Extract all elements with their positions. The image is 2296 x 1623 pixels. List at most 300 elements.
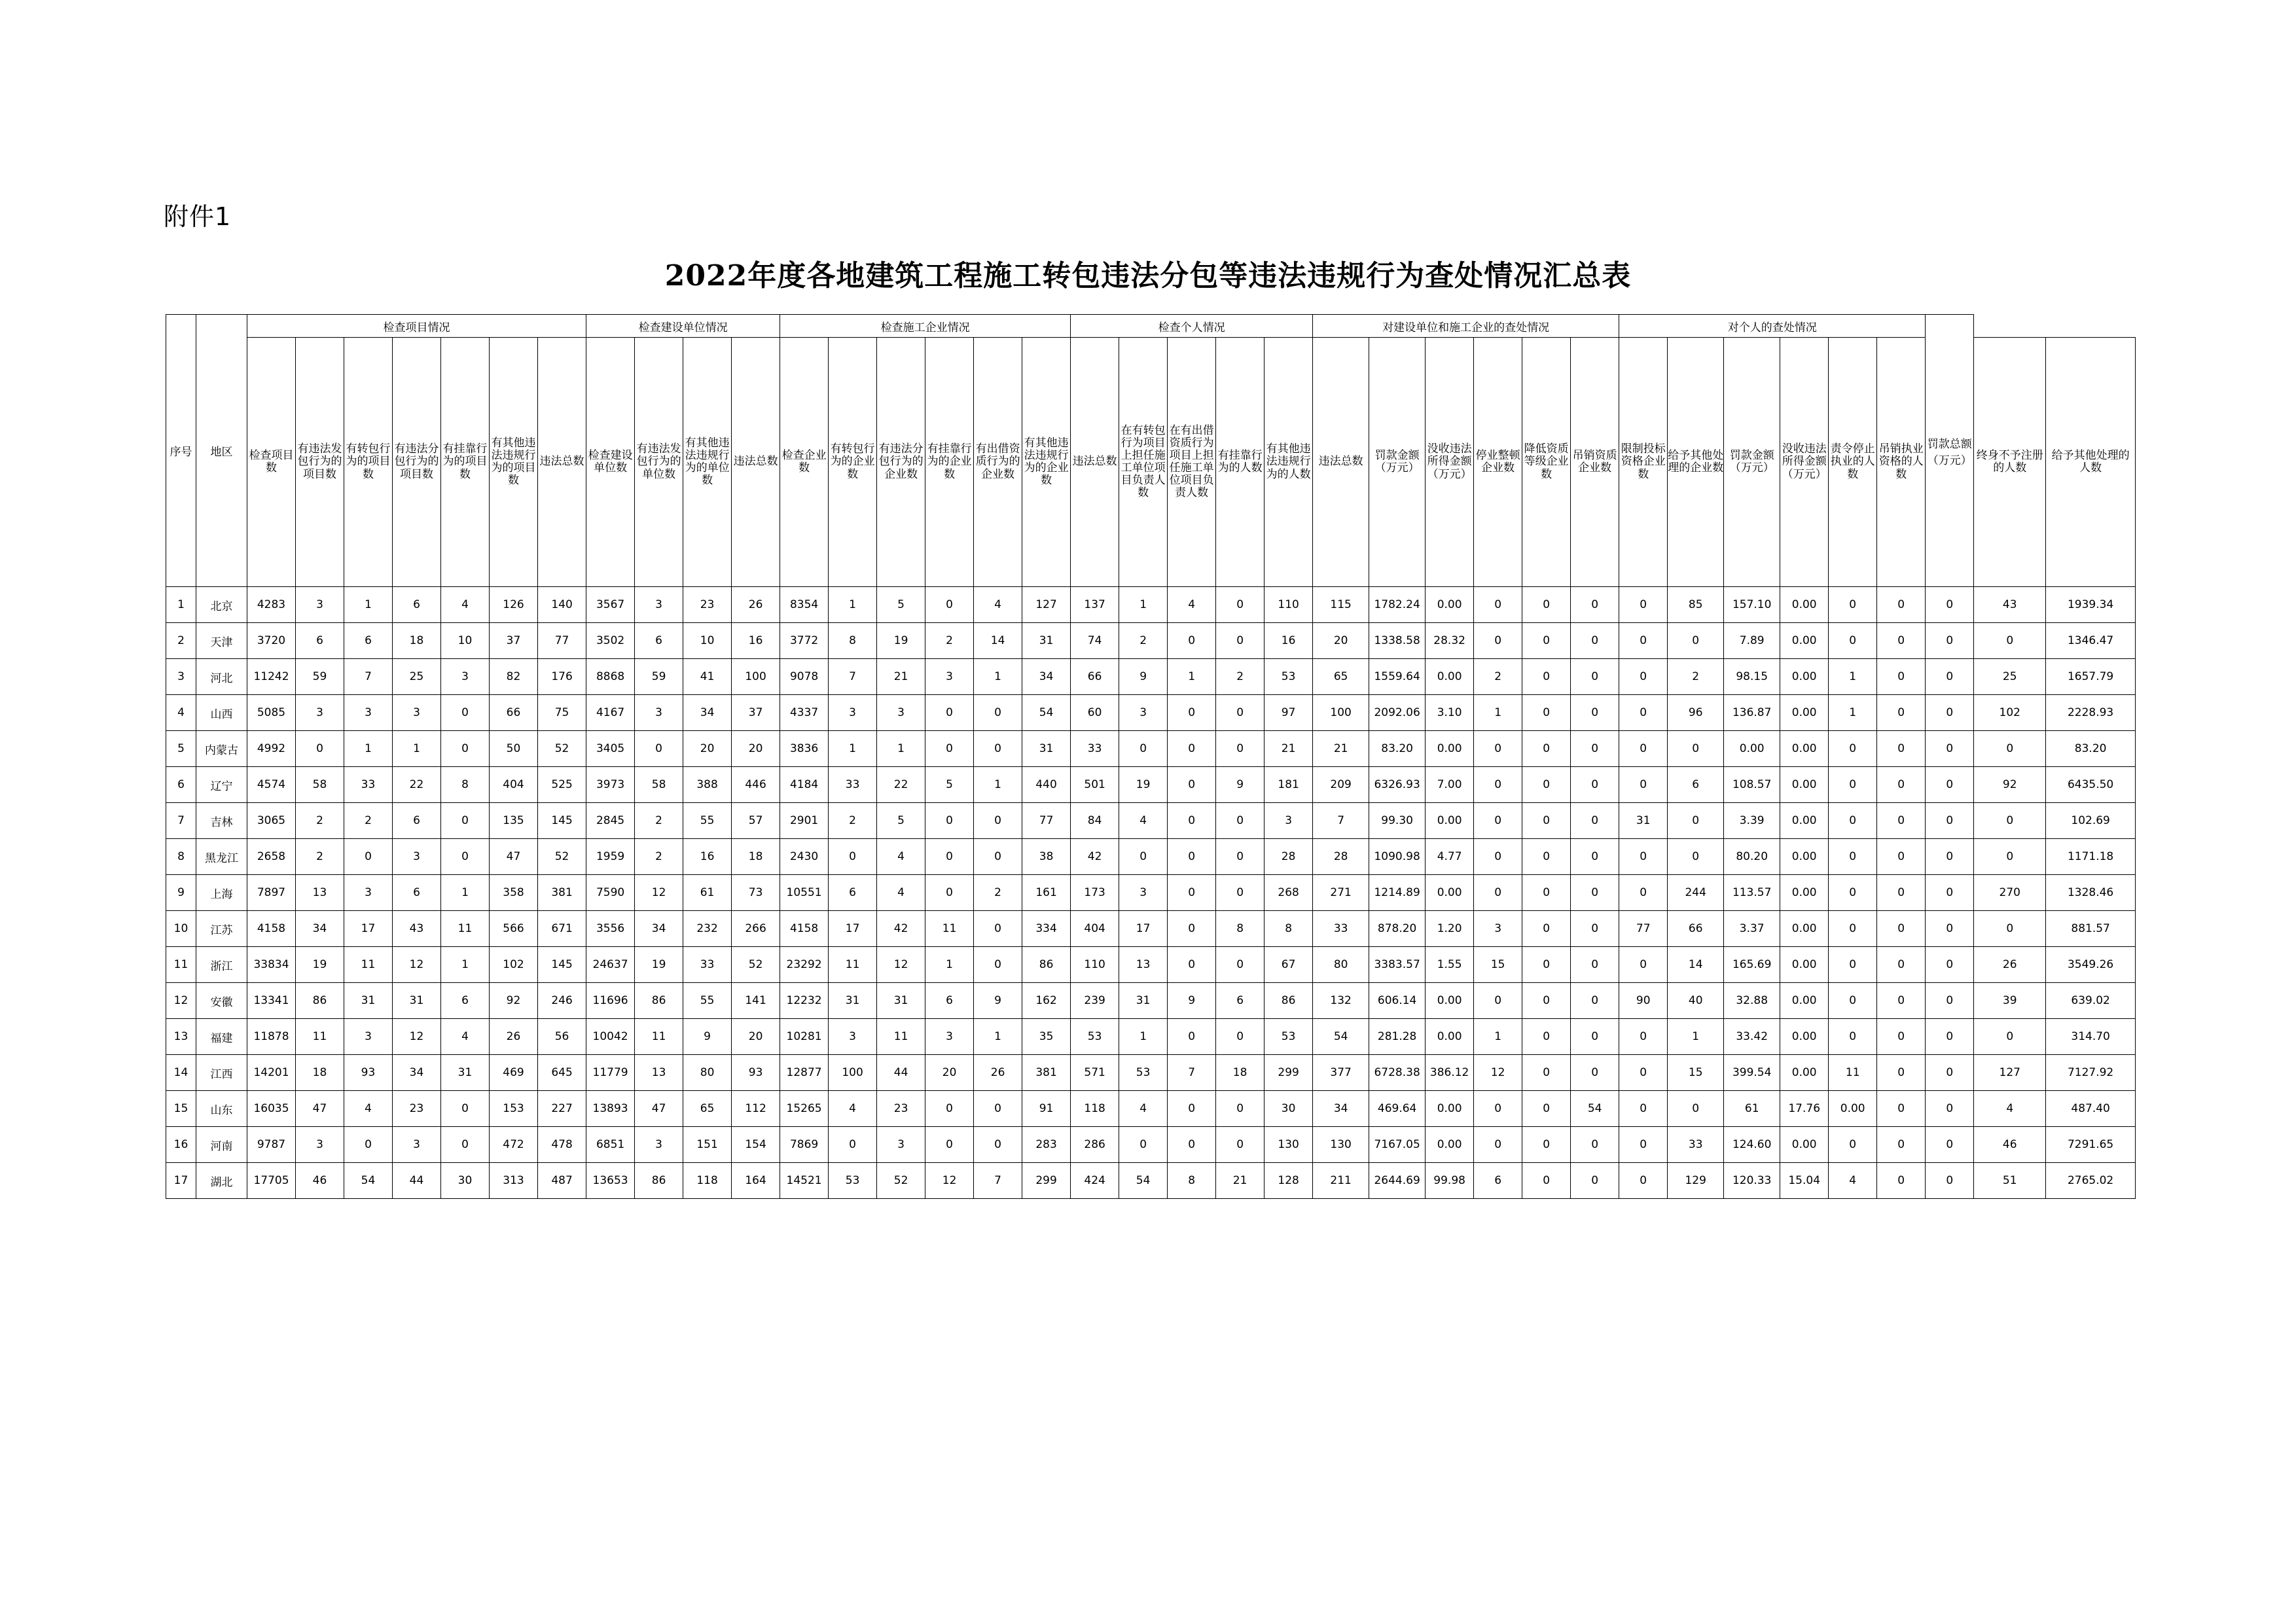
row-cell: 0 <box>925 803 974 839</box>
row-cell: 0 <box>1522 695 1571 731</box>
row-serial: 4 <box>166 695 196 731</box>
row-cell: 4 <box>1168 587 1216 623</box>
row-cell: 239 <box>1071 983 1119 1019</box>
row-cell: 0 <box>1168 695 1216 731</box>
row-cell: 22 <box>393 767 441 803</box>
row-cell: 0.00 <box>1426 731 1474 767</box>
row-cell: 4167 <box>586 695 635 731</box>
row-cell: 281.28 <box>1369 1019 1426 1055</box>
col-head-33 <box>1877 338 1926 587</box>
row-cell: 478 <box>538 1127 586 1163</box>
row-cell: 2 <box>1119 623 1168 659</box>
row-cell: 0 <box>1829 623 1877 659</box>
col-head-text-30: 罚款金额（万元） <box>1729 448 1774 474</box>
row-cell: 0 <box>441 1127 490 1163</box>
row-cell: 82 <box>490 659 538 695</box>
row-cell: 0 <box>1522 731 1571 767</box>
row-cell: 0 <box>1877 911 1926 947</box>
col-head-text-12: 有转包行为的企业数 <box>830 442 875 481</box>
col-head-7 <box>586 338 635 587</box>
row-cell: 53 <box>829 1163 877 1199</box>
row-region: 上海 <box>196 875 247 911</box>
row-cell: 33 <box>1071 731 1119 767</box>
row-cell: 75 <box>538 695 586 731</box>
row-cell: 606.14 <box>1369 983 1426 1019</box>
row-cell: 83.20 <box>1369 731 1426 767</box>
row-cell: 0 <box>1522 875 1571 911</box>
row-cell: 12232 <box>780 983 829 1019</box>
row-region: 辽宁 <box>196 767 247 803</box>
row-cell: 246 <box>538 983 586 1019</box>
row-cell: 4184 <box>780 767 829 803</box>
row-cell: 17 <box>829 911 877 947</box>
row-cell: 4158 <box>780 911 829 947</box>
row-cell: 154 <box>732 1127 780 1163</box>
row-cell: 0.00 <box>1780 839 1829 875</box>
col-head-30 <box>1724 338 1780 587</box>
col-head-text-5: 有其他违法违规行为的项目数 <box>491 436 536 488</box>
row-cell: 639.02 <box>2046 983 2136 1019</box>
col-head-29 <box>1668 338 1724 587</box>
row-cell: 0 <box>1619 1163 1668 1199</box>
row-cell: 132 <box>1313 983 1369 1019</box>
col-head-text-0: 检查项目数 <box>249 448 294 474</box>
row-cell: 59 <box>296 659 344 695</box>
col-head-25 <box>1474 338 1522 587</box>
row-cell: 404 <box>1071 911 1119 947</box>
row-cell: 3 <box>877 695 925 731</box>
row-serial: 13 <box>166 1019 196 1055</box>
col-head-10 <box>732 338 780 587</box>
row-cell: 91 <box>1022 1091 1071 1127</box>
row-cell: 1 <box>344 587 393 623</box>
col-head-text-22: 违法总数 <box>1318 455 1363 469</box>
row-cell: 0 <box>1877 1019 1926 1055</box>
row-cell: 0 <box>1619 947 1668 983</box>
row-cell: 381 <box>538 875 586 911</box>
table-row <box>166 659 2136 695</box>
row-cell: 33 <box>683 947 732 983</box>
row-cell: 67 <box>1265 947 1313 983</box>
group-head-penalty-individuals: 对个人的查处情况 <box>1619 315 1926 338</box>
row-cell: 11 <box>635 1019 683 1055</box>
row-cell: 0 <box>1926 911 1974 947</box>
row-cell: 2658 <box>247 839 296 875</box>
row-cell: 0 <box>1974 803 2046 839</box>
row-cell: 11878 <box>247 1019 296 1055</box>
row-cell: 11 <box>441 911 490 947</box>
row-cell: 0 <box>1216 803 1265 839</box>
row-cell: 86 <box>1265 983 1313 1019</box>
col-head-text-17: 违法总数 <box>1072 455 1117 469</box>
row-cell: 58 <box>296 767 344 803</box>
row-cell: 15 <box>1668 1055 1724 1091</box>
row-cell: 0 <box>1168 767 1216 803</box>
table-row <box>166 1163 2136 1199</box>
row-cell: 34 <box>683 695 732 731</box>
row-cell: 9787 <box>247 1127 296 1163</box>
row-cell: 440 <box>1022 767 1071 803</box>
row-cell: 7127.92 <box>2046 1055 2136 1091</box>
row-cell: 0.00 <box>1426 803 1474 839</box>
row-cell: 6 <box>393 587 441 623</box>
row-cell: 0 <box>1522 1127 1571 1163</box>
col-head-13 <box>877 338 925 587</box>
col-head-text-31: 没收违法所得金额（万元） <box>1782 442 1827 481</box>
row-cell: 381 <box>1022 1055 1071 1091</box>
row-cell: 0 <box>441 731 490 767</box>
row-cell: 0 <box>1216 695 1265 731</box>
row-cell: 39 <box>1974 983 2046 1019</box>
row-cell: 5085 <box>247 695 296 731</box>
row-region: 北京 <box>196 587 247 623</box>
row-cell: 4574 <box>247 767 296 803</box>
row-cell: 97 <box>1265 695 1313 731</box>
row-cell: 77 <box>538 623 586 659</box>
row-cell: 0 <box>1877 839 1926 875</box>
row-cell: 0 <box>1216 1127 1265 1163</box>
row-cell: 12 <box>925 1163 974 1199</box>
row-cell: 100 <box>732 659 780 695</box>
col-head-text-20: 有挂靠行为的人数 <box>1217 448 1263 474</box>
row-cell: 271 <box>1313 875 1369 911</box>
row-cell: 54 <box>344 1163 393 1199</box>
row-cell: 0 <box>1216 1091 1265 1127</box>
row-cell: 8 <box>829 623 877 659</box>
col-head-32 <box>1829 338 1877 587</box>
row-cell: 12877 <box>780 1055 829 1091</box>
row-cell: 0 <box>1926 803 1974 839</box>
row-cell: 6 <box>635 623 683 659</box>
row-cell: 3 <box>1265 803 1313 839</box>
table-row <box>166 695 2136 731</box>
row-cell: 7 <box>829 659 877 695</box>
row-cell: 645 <box>538 1055 586 1091</box>
row-cell: 11 <box>1829 1055 1877 1091</box>
row-cell: 3 <box>635 587 683 623</box>
row-cell: 21 <box>1313 731 1369 767</box>
col-head-8 <box>635 338 683 587</box>
row-cell: 0.00 <box>1780 695 1829 731</box>
row-cell: 53 <box>1119 1055 1168 1091</box>
row-cell: 0 <box>441 839 490 875</box>
col-head-text-24: 没收违法所得金额（万元） <box>1427 442 1472 481</box>
row-cell: 0 <box>1926 767 1974 803</box>
row-cell: 66 <box>490 695 538 731</box>
row-cell: 16 <box>732 623 780 659</box>
row-cell: 0 <box>1571 1127 1619 1163</box>
row-cell: 1 <box>1668 1019 1724 1055</box>
row-cell: 18 <box>732 839 780 875</box>
col-head-text-13: 有违法分包行为的企业数 <box>878 442 924 481</box>
row-cell: 1 <box>877 731 925 767</box>
row-cell: 0 <box>1926 587 1974 623</box>
row-cell: 80 <box>683 1055 732 1091</box>
col-head-23 <box>1369 338 1426 587</box>
table-row <box>166 1091 2136 1127</box>
row-cell: 1 <box>1474 695 1522 731</box>
row-cell: 0 <box>1926 731 1974 767</box>
row-serial: 17 <box>166 1163 196 1199</box>
row-cell: 0 <box>1668 839 1724 875</box>
row-cell: 0 <box>1619 587 1668 623</box>
row-cell: 13653 <box>586 1163 635 1199</box>
row-cell: 7869 <box>780 1127 829 1163</box>
row-cell: 3.10 <box>1426 695 1474 731</box>
row-cell: 1939.34 <box>2046 587 2136 623</box>
row-cell: 0 <box>296 731 344 767</box>
row-cell: 5 <box>925 767 974 803</box>
col-head-text-25: 停业整顿企业数 <box>1475 448 1520 474</box>
row-cell: 17705 <box>247 1163 296 1199</box>
row-cell: 162 <box>1022 983 1071 1019</box>
row-cell: 0 <box>1571 911 1619 947</box>
table-row <box>166 731 2136 767</box>
row-cell: 7 <box>1313 803 1369 839</box>
row-cell: 4 <box>1974 1091 2046 1127</box>
row-cell: 0 <box>1926 875 1974 911</box>
row-cell: 0 <box>829 839 877 875</box>
row-cell: 30 <box>441 1163 490 1199</box>
row-cell: 0 <box>974 803 1022 839</box>
row-serial: 12 <box>166 983 196 1019</box>
row-cell: 74 <box>1071 623 1119 659</box>
row-cell: 0.00 <box>1426 659 1474 695</box>
row-cell: 0 <box>1877 767 1926 803</box>
row-serial: 3 <box>166 659 196 695</box>
summary-table <box>166 314 2136 1199</box>
row-cell: 0 <box>1619 1091 1668 1127</box>
col-head-text-1: 有违法发包行为的项目数 <box>297 442 342 481</box>
row-cell: 8 <box>441 767 490 803</box>
row-cell: 4158 <box>247 911 296 947</box>
row-cell: 0.00 <box>1780 983 1829 1019</box>
row-cell: 0 <box>1474 587 1522 623</box>
row-cell: 0 <box>1522 659 1571 695</box>
col-head-15 <box>974 338 1022 587</box>
row-cell: 0 <box>344 1127 393 1163</box>
group-head-projects: 检查项目情况 <box>247 315 586 338</box>
row-cell: 52 <box>538 731 586 767</box>
row-cell: 472 <box>490 1127 538 1163</box>
row-cell: 3772 <box>780 623 829 659</box>
row-cell: 52 <box>877 1163 925 1199</box>
col-head-text-14: 有挂靠行为的企业数 <box>927 442 972 481</box>
row-cell: 8 <box>1216 911 1265 947</box>
row-cell: 0 <box>1974 623 2046 659</box>
row-cell: 0 <box>1522 983 1571 1019</box>
table-row <box>166 767 2136 803</box>
row-cell: 35 <box>1022 1019 1071 1055</box>
row-cell: 0 <box>1522 1055 1571 1091</box>
row-cell: 1328.46 <box>2046 875 2136 911</box>
row-serial: 9 <box>166 875 196 911</box>
row-cell: 6 <box>1668 767 1724 803</box>
row-cell: 61 <box>683 875 732 911</box>
row-cell: 6851 <box>586 1127 635 1163</box>
col-head-text-33: 吊销执业资格的人数 <box>1878 442 1924 481</box>
row-cell: 145 <box>538 803 586 839</box>
row-cell: 14 <box>1668 947 1724 983</box>
row-cell: 0 <box>1829 947 1877 983</box>
row-cell: 2 <box>635 803 683 839</box>
row-cell: 12 <box>635 875 683 911</box>
row-cell: 99.98 <box>1426 1163 1474 1199</box>
row-region: 内蒙古 <box>196 731 247 767</box>
row-cell: 0 <box>1926 1055 1974 1091</box>
row-cell: 26 <box>732 587 780 623</box>
row-cell: 37 <box>732 695 780 731</box>
row-cell: 1214.89 <box>1369 875 1426 911</box>
row-cell: 4 <box>344 1091 393 1127</box>
row-cell: 2092.06 <box>1369 695 1426 731</box>
row-cell: 30 <box>1265 1091 1313 1127</box>
row-cell: 47 <box>490 839 538 875</box>
row-cell: 60 <box>1071 695 1119 731</box>
row-cell: 43 <box>393 911 441 947</box>
row-cell: 0 <box>1619 1055 1668 1091</box>
row-cell: 0.00 <box>1780 731 1829 767</box>
row-cell: 0.00 <box>1780 1127 1829 1163</box>
row-cell: 17.76 <box>1780 1091 1829 1127</box>
col-head-21 <box>1265 338 1313 587</box>
row-cell: 4 <box>829 1091 877 1127</box>
row-cell: 0 <box>1168 1091 1216 1127</box>
row-cell: 6 <box>1474 1163 1522 1199</box>
row-cell: 19 <box>296 947 344 983</box>
row-cell: 3 <box>296 1127 344 1163</box>
row-cell: 0 <box>1619 695 1668 731</box>
row-cell: 20 <box>732 731 780 767</box>
row-region: 黑龙江 <box>196 839 247 875</box>
row-cell: 266 <box>732 911 780 947</box>
row-cell: 92 <box>490 983 538 1019</box>
row-cell: 0 <box>1926 1163 1974 1199</box>
row-cell: 6326.93 <box>1369 767 1426 803</box>
col-head-text-32: 责令停止执业的人数 <box>1830 442 1875 481</box>
row-cell: 2 <box>974 875 1022 911</box>
row-cell: 108.57 <box>1724 767 1780 803</box>
col-head-text-34: 终身不予注册的人数 <box>1976 448 2043 474</box>
row-cell: 7.00 <box>1426 767 1474 803</box>
row-cell: 46 <box>296 1163 344 1199</box>
row-cell: 77 <box>1022 803 1071 839</box>
row-cell: 0 <box>1877 875 1926 911</box>
row-cell: 4 <box>1829 1163 1877 1199</box>
row-cell: 0 <box>1668 803 1724 839</box>
row-cell: 9 <box>1119 659 1168 695</box>
row-region: 山东 <box>196 1091 247 1127</box>
row-cell: 0 <box>1216 623 1265 659</box>
row-cell: 73 <box>732 875 780 911</box>
row-cell: 33 <box>344 767 393 803</box>
row-cell: 0.00 <box>1829 1091 1877 1127</box>
col-head-22 <box>1313 338 1369 587</box>
row-cell: 3720 <box>247 623 296 659</box>
row-cell: 0 <box>1926 695 1974 731</box>
row-cell: 26 <box>490 1019 538 1055</box>
row-cell: 270 <box>1974 875 2046 911</box>
row-cell: 25 <box>393 659 441 695</box>
row-cell: 157.10 <box>1724 587 1780 623</box>
row-cell: 102 <box>1974 695 2046 731</box>
group-head-contractor-enterprises: 检查施工企业情况 <box>780 315 1071 338</box>
row-cell: 0 <box>1619 1019 1668 1055</box>
row-cell: 33 <box>829 767 877 803</box>
row-cell: 566 <box>490 911 538 947</box>
row-region: 河北 <box>196 659 247 695</box>
row-cell: 100 <box>1313 695 1369 731</box>
row-cell: 0 <box>1619 875 1668 911</box>
row-cell: 0 <box>1877 1127 1926 1163</box>
row-cell: 2 <box>344 803 393 839</box>
row-cell: 16 <box>683 839 732 875</box>
row-cell: 0 <box>1168 731 1216 767</box>
attachment-label: 附件1 <box>164 202 232 231</box>
row-cell: 0 <box>1571 731 1619 767</box>
row-cell: 23 <box>393 1091 441 1127</box>
row-cell: 3 <box>344 875 393 911</box>
row-cell: 90 <box>1619 983 1668 1019</box>
row-cell: 0 <box>974 947 1022 983</box>
row-cell: 11 <box>877 1019 925 1055</box>
row-cell: 0.00 <box>1724 731 1780 767</box>
row-cell: 21 <box>1265 731 1313 767</box>
row-cell: 3.39 <box>1724 803 1780 839</box>
row-cell: 40 <box>1668 983 1724 1019</box>
row-cell: 86 <box>296 983 344 1019</box>
row-cell: 0 <box>1877 731 1926 767</box>
row-cell: 31 <box>1022 623 1071 659</box>
row-cell: 0 <box>974 911 1022 947</box>
row-cell: 0.00 <box>1426 1127 1474 1163</box>
row-cell: 0 <box>441 1091 490 1127</box>
row-cell: 0 <box>1522 911 1571 947</box>
row-cell: 487.40 <box>2046 1091 2136 1127</box>
row-cell: 153 <box>490 1091 538 1127</box>
row-cell: 4 <box>1119 1091 1168 1127</box>
row-cell: 2 <box>1216 659 1265 695</box>
row-cell: 0 <box>441 695 490 731</box>
row-cell: 2430 <box>780 839 829 875</box>
row-region: 吉林 <box>196 803 247 839</box>
row-cell: 0 <box>1668 1091 1724 1127</box>
col-head-text-16: 有其他违法违规行为的企业数 <box>1024 436 1069 488</box>
table-row <box>166 1055 2136 1091</box>
row-cell: 0.00 <box>1780 623 1829 659</box>
row-cell: 164 <box>732 1163 780 1199</box>
row-cell: 11696 <box>586 983 635 1019</box>
row-cell: 128 <box>1265 1163 1313 1199</box>
row-cell: 3 <box>344 695 393 731</box>
col-head-9 <box>683 338 732 587</box>
row-cell: 118 <box>1071 1091 1119 1127</box>
row-cell: 0.00 <box>1780 1019 1829 1055</box>
row-cell: 469 <box>490 1055 538 1091</box>
col-head-text-23: 罚款金额（万元） <box>1374 448 1420 474</box>
row-cell: 0 <box>1474 623 1522 659</box>
col-head-text-27: 吊销资质企业数 <box>1572 448 1617 474</box>
col-head-4 <box>441 338 490 587</box>
col-head-text-26: 降低资质等级企业数 <box>1524 442 1569 481</box>
row-cell: 13 <box>1119 947 1168 983</box>
row-serial: 8 <box>166 839 196 875</box>
row-cell: 0 <box>1926 659 1974 695</box>
row-cell: 0 <box>1474 803 1522 839</box>
row-cell: 525 <box>538 767 586 803</box>
row-cell: 19 <box>877 623 925 659</box>
row-cell: 0.00 <box>1426 1019 1474 1055</box>
